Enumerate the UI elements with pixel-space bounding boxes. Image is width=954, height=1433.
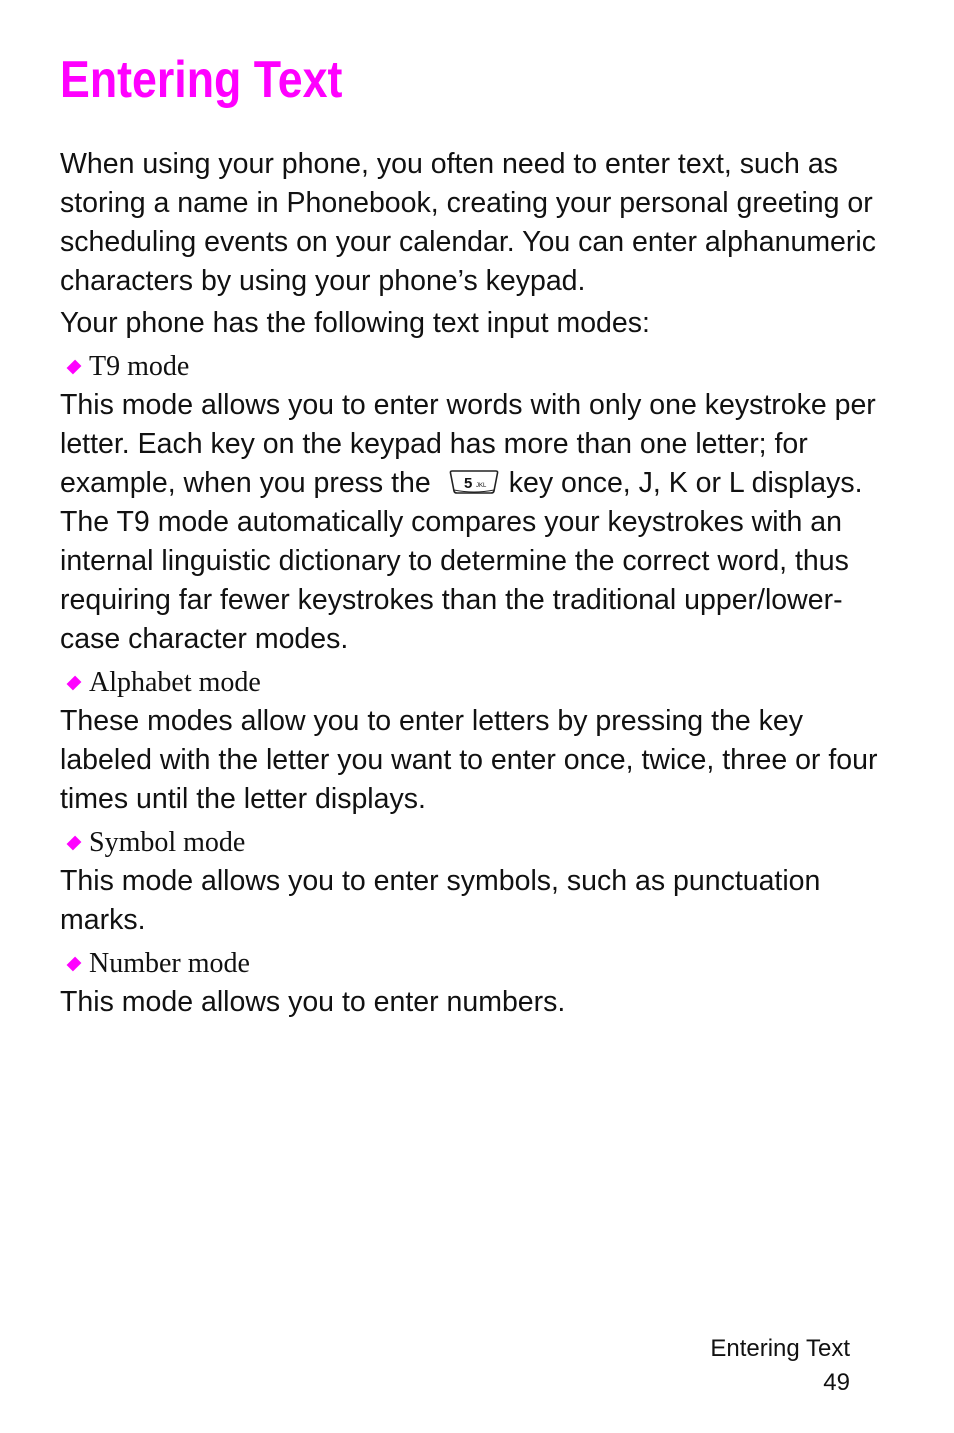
number-mode-heading (60, 945, 890, 983)
page-footer (710, 1332, 850, 1400)
footer-section-title: Entering Text (710, 1335, 850, 1362)
diamond-bullet-icon (67, 957, 82, 972)
symbol-mode-title: Symbol mode (89, 827, 246, 858)
t9-mode-heading (60, 348, 890, 386)
key-5-sublabel: JKL (475, 483, 487, 489)
number-mode-description: This mode allows you to enter numbers. (60, 986, 566, 1018)
alphabet-mode-section (60, 664, 890, 819)
page-body (60, 145, 890, 1022)
symbol-mode-heading (60, 824, 890, 862)
modes-intro: Your phone has the following text input modes: (60, 307, 650, 339)
number-mode-title: Number mode (89, 948, 250, 979)
alphabet-mode-description: These modes allow you to enter letters by pressing the key labeled with the letter you want to enter once, twice, three or four times until the letter displays. (60, 705, 878, 815)
t9-mode-title: T9 mode (89, 351, 190, 382)
symbol-mode-section (60, 824, 890, 940)
diamond-bullet-icon (67, 676, 82, 691)
symbol-mode-description: This mode allows you to enter symbols, such as punctuation marks. (60, 865, 821, 936)
keypad-5-key-icon (449, 469, 499, 495)
t9-mode-section (60, 348, 890, 659)
t9-mode-description (60, 386, 890, 659)
key-5-label: 5 (463, 475, 473, 492)
diamond-bullet-icon (67, 360, 82, 375)
diamond-bullet-icon (67, 836, 82, 851)
alphabet-mode-heading (60, 664, 890, 702)
page-title: Entering Text (60, 51, 343, 109)
alphabet-mode-title: Alphabet mode (89, 667, 261, 698)
t9-text-after-key: key once, J, K or L displays. The T9 mode automatically compares your keystrokes with an internal linguistic dictionary to determine the correct word, thus requiring far fewer keystrokes than the traditional upper/lower-case character modes. (60, 467, 863, 655)
page-number: 49 (823, 1369, 850, 1396)
number-mode-section (60, 945, 890, 1022)
t9-text-before-key: This mode allows you to enter words with only one keystroke per letter. Each key on the keypad has more than one letter; for example, when you press the (60, 389, 876, 499)
intro-paragraph: When using your phone, you often need to enter text, such as storing a name in Phonebook, creating your personal greeting or scheduling events on your calendar. You can enter alphanumeric characters by using your phone’s keypad. (60, 148, 876, 297)
